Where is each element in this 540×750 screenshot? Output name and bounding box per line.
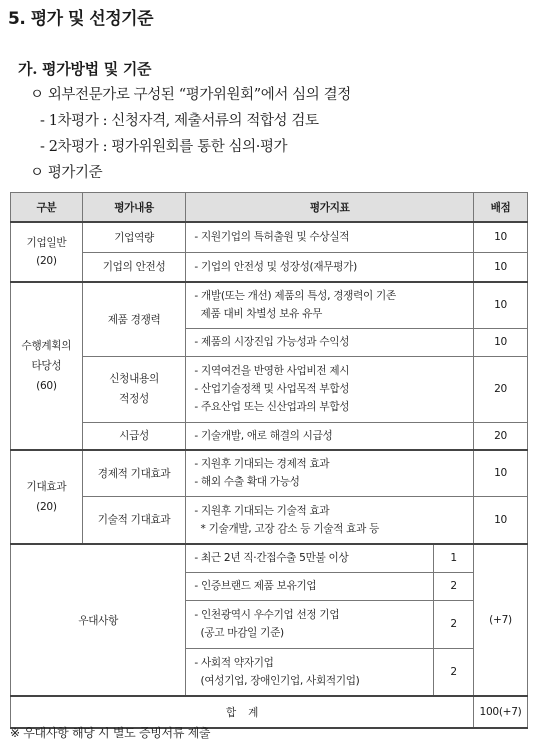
content-cell: 경제적 기대효과 [82,450,186,496]
score-cell: 20 [474,422,528,450]
table-row [11,222,528,252]
total-label: 합 계 [11,696,474,728]
score-cell: 10 [474,252,528,282]
content-cell: 시급성 [82,422,186,450]
score-cell: 10 [474,328,528,356]
preference-label-cell: 우대사항 [11,544,186,696]
score-cell: 10 [474,282,528,328]
preference-item-cell: - 사회적 약자기업 (여성기업, 장애인기업, 사회적기업) [186,648,434,696]
category-cell: 기업일반 (20) [11,222,83,282]
table-row [11,496,528,544]
preference-score-cell: (+7) [474,544,528,696]
header-indicator: 평가지표 [186,193,474,223]
table-row [11,282,528,328]
header-score: 배점 [474,193,528,223]
content-cell: 기술적 기대효과 [82,496,186,544]
preference-points-cell: 1 [434,544,474,572]
table-row [11,450,528,496]
table-row [11,252,528,282]
bullet-line: - 1차평가 : 신청자격, 제출서류의 적합성 검토 [40,113,319,129]
content-cell: 제품 경쟁력 [82,282,186,356]
indicator-cell: - 기술개발, 애로 해결의 시급성 [186,422,474,450]
table-row [11,544,528,572]
indicator-cell: - 지원후 기대되는 기술적 효과 * 기술개발, 고장 감소 등 기술적 효과 등 [186,496,474,544]
evaluation-criteria-table [10,192,528,729]
bullet-line: ㅇ 외부전문가로 구성된 “평가위원회”에서 심의 결정 [30,87,351,103]
header-content: 평가내용 [82,193,186,223]
footnote: ※ 우대사항 해당 시 별도 증빙서류 제출 [10,726,211,740]
bullet-line: ㅇ 평가기준 [30,165,103,181]
table-row [11,356,528,422]
content-cell: 기업역량 [82,222,186,252]
table-header-row [11,193,528,223]
section-heading: 5. 평가 및 선정기준 [8,9,153,29]
table-row [11,422,528,450]
indicator-cell: - 개발(또는 개선) 제품의 특성, 경쟁력이 기존 제품 대비 차별성 보유 유무 [186,282,474,328]
category-cell: 기대효과 (20) [11,450,83,544]
content-cell: 신청내용의 적정성 [82,356,186,422]
indicator-cell: - 제품의 시장진입 가능성과 수익성 [186,328,474,356]
header-category: 구분 [11,193,83,223]
category-cell: 수행계획의 타당성 (60) [11,282,83,450]
content-cell: 기업의 안전성 [82,252,186,282]
preference-item-cell: - 인천광역시 우수기업 선정 기업 (공고 마감일 기준) [186,600,434,648]
indicator-cell: - 지역여건을 반영한 사업비전 제시 - 산업기술정책 및 사업목적 부합성 - 주요산업 또는 신산업과의 부합성 [186,356,474,422]
score-cell: 10 [474,496,528,544]
preference-points-cell: 2 [434,648,474,696]
total-score: 100(+7) [474,696,528,728]
preference-item-cell: - 인증브랜드 제품 보유기업 [186,572,434,600]
score-cell: 20 [474,356,528,422]
preference-points-cell: 2 [434,572,474,600]
indicator-cell: - 지원후 기대되는 경제적 효과 - 해외 수출 확대 가능성 [186,450,474,496]
preference-item-cell: - 최근 2년 직·간접수출 5만불 이상 [186,544,434,572]
indicator-cell: - 지원기업의 특허출원 및 수상실적 [186,222,474,252]
indicator-cell: - 기업의 안전성 및 성장성(재무평가) [186,252,474,282]
subsection-heading: 가. 평가방법 및 기준 [18,60,152,78]
bullet-line: - 2차평가 : 평가위원회를 통한 심의·평가 [40,139,288,155]
score-cell: 10 [474,222,528,252]
score-cell: 10 [474,450,528,496]
preference-points-cell: 2 [434,600,474,648]
